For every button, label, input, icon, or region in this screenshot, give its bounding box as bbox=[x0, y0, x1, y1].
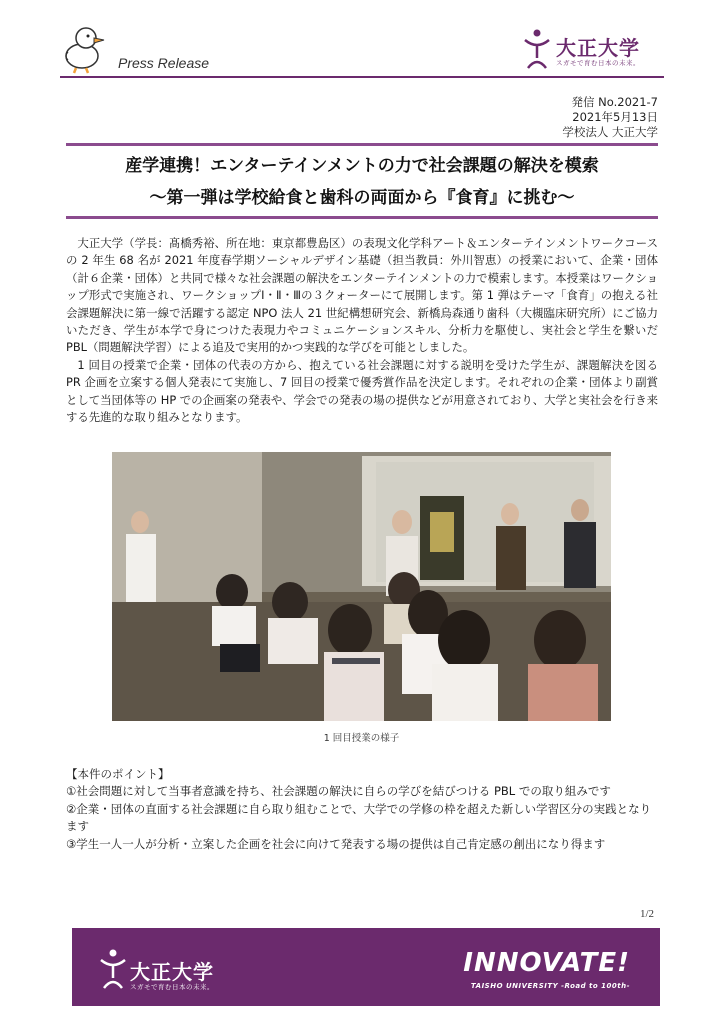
page-title: 産学連携！エンターテインメントの力で社会課題の解決を模索 bbox=[125, 156, 599, 176]
footer-logo-tagline: スガモで育む日本の未来。 bbox=[130, 983, 214, 991]
logo-tagline: スガモで育む日本の未来。 bbox=[556, 59, 640, 67]
header-divider bbox=[60, 76, 664, 78]
logo-name: 大正大学 bbox=[556, 36, 640, 60]
document-date: 2021年5月13日 bbox=[572, 110, 658, 124]
footer-banner bbox=[72, 928, 660, 1006]
duck-mascot-icon bbox=[60, 22, 108, 74]
key-points bbox=[66, 766, 660, 853]
key-point-3: ③学生一人一人が分析・立案した企画を社会に向けて発表する場の提供は自己肯定感の創出になり得ます bbox=[66, 836, 606, 851]
document-meta bbox=[562, 95, 658, 140]
body-paragraph-2: 1 回目の授業で企業・団体の代表の方から、抱えている社会課題に対する説明を受けた学生が、課題解決を図る PR 企画を立案する個人発表にて実施し、7 回目の授業で優秀賞作品を決定します。それぞれの企業・団体より副賞として当団体等の HP での企画案の発表や、学会での発表の場の提供などが用意されており、大学と実社会を行き来する先進的な取り組みとなります。 bbox=[66, 357, 658, 425]
document-issuer: 学校法人 大正大学 bbox=[562, 125, 658, 139]
body-text bbox=[66, 235, 658, 426]
page-number: 1/2 bbox=[639, 908, 654, 920]
document-number: 発信 No.2021-7 bbox=[571, 95, 658, 109]
footer-logo-name: 大正大学 bbox=[130, 960, 214, 984]
footer-emblem-icon bbox=[98, 948, 128, 992]
key-point-1: ①社会問題に対して当事者意識を持ち、社会課題の解決に自らの学びを結びつける PBL での取り組みです bbox=[66, 784, 611, 799]
press-release-label: Press Release bbox=[118, 55, 210, 71]
university-logo[interactable] bbox=[522, 28, 662, 74]
page-subtitle: ～第一弾は学校給食と歯科の両面から『食育』に挑む～ bbox=[149, 188, 575, 208]
title-bottom-rule bbox=[66, 216, 658, 219]
key-points-heading: 【本件のポイント】 bbox=[66, 767, 170, 781]
classroom-photo-illustration bbox=[112, 452, 611, 721]
innovate-logo: INNOVATE! bbox=[463, 948, 630, 978]
university-emblem-icon bbox=[522, 28, 552, 72]
class-photo bbox=[112, 452, 611, 721]
body-paragraph-1: 大正大学（学長：髙橋秀裕、所在地：東京都豊島区）の表現文化学科アート＆エンターテインメントワークコースの 2 年生 68 名が 2021 年度春学期ソーシャルデザイン基礎（担当教員：外川智恵）の授業において、企業・団体（計６企業・団体）と共同で様々な社会課題の解決をエンターテインメントの力で模索します。本授業はワークショップ形式で実施され、ワークショップⅠ・Ⅱ・Ⅲの３クォーターにて展開します。第 1 弾はテーマ「食育」の抱える社会課題解決に第一線で活躍する認定 NPO 法人 21 世紀構想研究会、新橋烏森通り歯科（大槻臨床研究所）にご協力いただき、学生が本学で身につけた表現力やコミュニケーションスキル、分析力を駆使し、実社会と学生を繋いだ PBL（問題解決学習）による追及で実用的かつ実践的な学びを可能としました。 bbox=[66, 236, 658, 355]
title-top-rule bbox=[66, 143, 658, 146]
key-point-2: ②企業・団体の直面する社会課題に自ら取り組むことで、大学での学修の枠を超えた新しい学習区分の実践となります bbox=[66, 801, 652, 834]
photo-caption: 1 回目授業の様子 bbox=[323, 733, 400, 744]
footer-university-name: TAISHO UNIVERSITY -Road to 100th- bbox=[470, 982, 630, 990]
